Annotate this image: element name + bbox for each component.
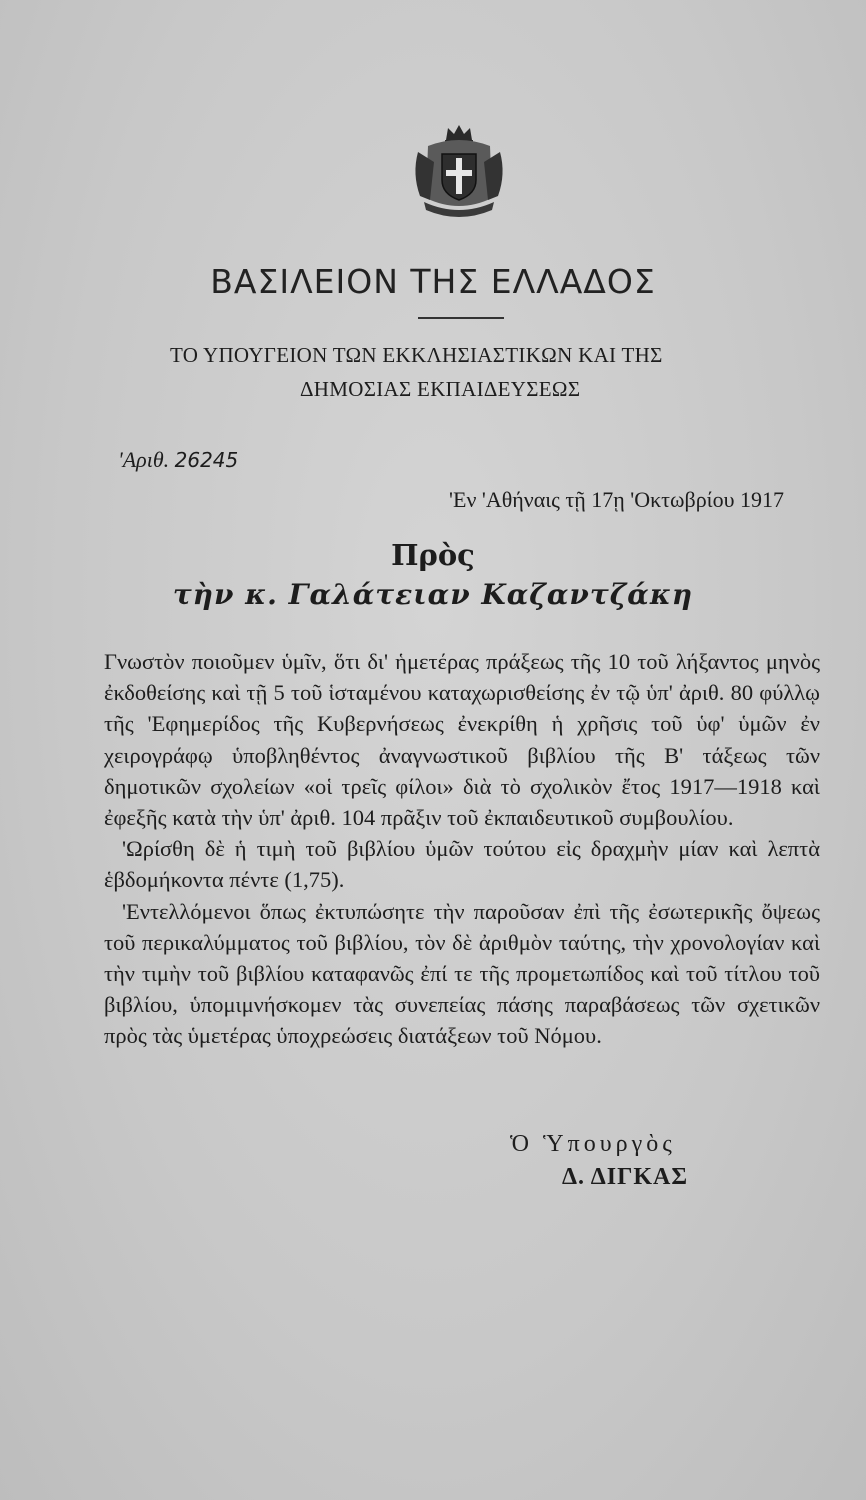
salutation-to: Πρὸς bbox=[391, 538, 475, 572]
body-paragraph: Γνωστὸν ποιοῦμεν ὑμῖν, ὅτι δι' ἡμετέρας πράξεως τῆς 10 τοῦ λήξαντος μηνὸς ἐκδοθείσης καὶ τῇ 5 τοῦ ἱσταμένου καταχωρισθείσης ἐν τῷ ὑπ' ἀριθ. 80 φύλλῳ τῆς 'Εφημερίδος τῆς Κυβερνήσεως ἐνεκρίθη ἡ χρῆσις τοῦ ὑφ' ὑμῶν ἐν χειρογράφῳ ὑποβληθέντος ἀναγνωστικοῦ βιβλίου τῆς Β' τάξεως τῶν δημοτικῶν σχολείων «οἱ τρεῖς φίλοι» διὰ τὸ σχολικὸν ἔτος 1917—1918 καὶ ἐφεξῆς κατὰ τὴν ὑπ' ἀριθ. 104 πρᾶξιν τοῦ ἐκπαιδευτικοῦ συμβουλίου. bbox=[104, 649, 820, 831]
body-paragraph: 'Ωρίσθη δὲ ἡ τιμὴ τοῦ βιβλίου ὑμῶν τούτου εἰς δραχμὴν μίαν καὶ λεπτὰ ἑβδομήκοντα πέντε (1,75). bbox=[104, 836, 820, 893]
letter-body bbox=[104, 646, 820, 1052]
place-date: 'Εν 'Αθήναις τῇ 17ῃ 'Οκτωβρίου 1917 bbox=[449, 487, 784, 512]
signature-name: Δ. ΔΙΓΚΑΣ bbox=[562, 1164, 689, 1190]
recipient-name: τὴν κ. Γαλάτειαν Καζαντζάκη bbox=[172, 578, 694, 611]
ministry-line-1: ΤΟ ΥΠΟΥΓΕΙΟΝ ΤΩΝ ΕΚΚΛΗΣΙΑΣΤΙΚΩΝ ΚΑΙ ΤΗΣ bbox=[170, 343, 663, 367]
kingdom-heading: ΒΑΣΙΛΕΙΟΝ ΤΗΣ ΕΛΛΑΔΟΣ bbox=[210, 262, 656, 301]
body-paragraph: 'Εντελλόμενοι ὅπως ἐκτυπώσητε τὴν παροῦσαν ἐπὶ τῆς ἐσωτερικῆς ὄψεως τοῦ περικαλύμματος τοῦ βιβλίου, τὸν δὲ ἀριθμὸν ταύτης, τὴν χρονολογίαν καὶ τὴν τιμὴν τοῦ βιβλίου καταφανῶς ἐπί τε τῆς προμετωπίδος καὶ τοῦ τίτλου τοῦ βιβλίου, ὑπομιμνήσκομεν τὰς συνεπείας πάσης παραβάσεως τῶν σχετικῶν πρὸς τὰς ὑμετέρας ὑποχρεώσεις διατάξεων τοῦ Νόμου. bbox=[104, 898, 820, 1049]
ministry-line-2: ΔΗΜΟΣΙΑΣ ΕΚΠΑΙΔΕΥΣΕΩΣ bbox=[300, 377, 581, 401]
reference-value: 26245 bbox=[174, 448, 239, 472]
heading-divider bbox=[418, 317, 504, 319]
signature-title: Ὁ Ὑπουργὸς bbox=[510, 1131, 676, 1157]
royal-coat-of-arms-icon bbox=[408, 122, 510, 226]
reference-label: 'Αριθ. bbox=[118, 447, 170, 472]
reference-number bbox=[118, 447, 238, 473]
